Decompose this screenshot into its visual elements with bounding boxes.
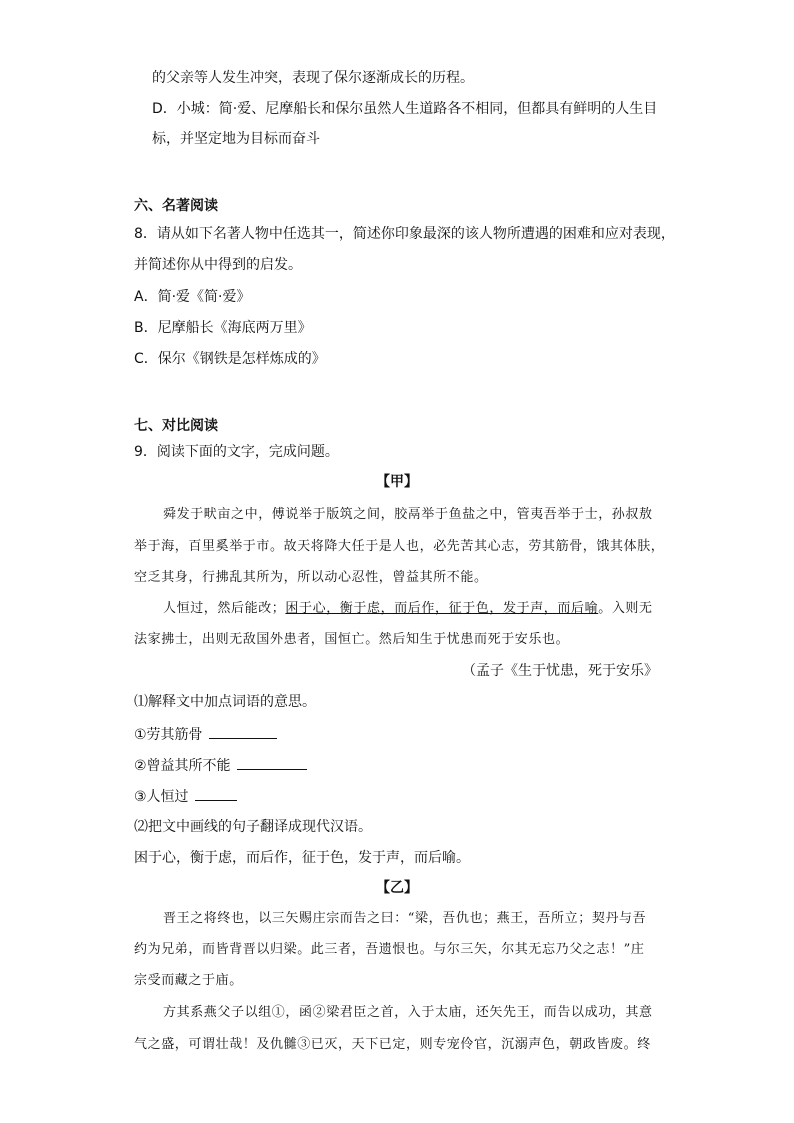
passage-yi-p1-line1: 晋王之将终也，以三矢赐庄宗而告之曰：“梁，吾仇也；燕王，吾所立；契丹与吾 bbox=[163, 911, 647, 926]
sub-question-1-b bbox=[134, 755, 307, 776]
answer-blank-3[interactable] bbox=[195, 786, 237, 801]
sub-question-1-a bbox=[134, 724, 277, 745]
option-d-line2: 标，并坚定地为目标而奋斗 bbox=[152, 131, 320, 147]
question-8-option-c: C．保尔《钢铁是怎样炼成的》 bbox=[134, 351, 326, 367]
sub-question-2-sentence: 困于心，衡于虑，而后作，征于色，发于声，而后喻。 bbox=[134, 850, 470, 866]
passage-yi-p1-line3: 宗受而藏之于庙。 bbox=[134, 973, 243, 988]
sub-question-1-c bbox=[134, 786, 237, 807]
question-8-line1: 8．请从如下名著人物中任选其一，简述你印象最深的该人物所遭遇的困难和应对表现， bbox=[134, 226, 675, 242]
passage-jia-p2-line1 bbox=[163, 599, 653, 619]
sub-question-1-c-label: ③人恒过 bbox=[134, 789, 189, 805]
passage-jia-p2-line2: 法家拂士，出则无敌国外患者，国恒亡。然后知生于忧患而死于安乐也。 bbox=[134, 632, 570, 647]
section-6-heading: 六、名著阅读 bbox=[134, 198, 218, 214]
sub-question-1: ⑴解释文中加点词语的意思。 bbox=[134, 694, 316, 710]
passage-jia-p1-line3: 空乏其身，行拂乱其所为，所以动心忍性，曾益其所不能。 bbox=[134, 570, 488, 585]
passage-yi-title: 【乙】 bbox=[376, 880, 418, 896]
sub-question-2: ⑵把文中画线的句子翻译成现代汉语。 bbox=[134, 819, 372, 835]
option-d-line1: D．小城：简·爱、尼摩船长和保尔虽然人生道路各不相同，但都具有鲜明的人生目 bbox=[152, 101, 658, 117]
passage-yi-p2-line1: 方其系燕父子以组①，函②梁君臣之首，入于太庙，还矢先王，而告以成功，其意 bbox=[163, 1005, 653, 1020]
question-8-line2: 并简述你从中得到的启发。 bbox=[134, 257, 302, 273]
question-8-option-a: A．简·爱《简·爱》 bbox=[134, 289, 251, 305]
sub-question-1-a-label: ①劳其筋骨 bbox=[134, 727, 203, 743]
passage-jia-p2-text-b: 。入则无 bbox=[598, 601, 653, 616]
sub-question-1-b-label: ②曾益其所不能 bbox=[134, 758, 231, 774]
section-7-heading: 七、对比阅读 bbox=[134, 418, 218, 434]
answer-blank-1[interactable] bbox=[209, 724, 277, 739]
question-9-prompt: 9．阅读下面的文字，完成问题。 bbox=[134, 444, 339, 460]
passage-jia-source: （孟子《生于忧患，死于安乐》 bbox=[462, 663, 658, 679]
passage-jia-p1-line1: 舜发于畎亩之中，傅说举于版筑之间，胶鬲举于鱼盐之中，管夷吾举于士，孙叔敖 bbox=[163, 507, 653, 522]
passage-yi-p1-line2: 约为兄弟，而皆背晋以归梁。此三者，吾遗恨也。与尔三矢，尔其无忘乃父之志！”庄 bbox=[134, 942, 645, 957]
answer-blank-2[interactable] bbox=[237, 755, 307, 770]
passage-jia-p2-text-a: 人恒过，然后能改； bbox=[163, 601, 286, 616]
passage-yi-p2-line2: 气之盛，可谓壮哉！及仇雠③已灭，天下已定，则专宠伶官，沉溺声色，朝政皆废。终 bbox=[134, 1037, 651, 1052]
underlined-sentence: 困于心，衡于虑，而后作，征于色，发于声，而后喻 bbox=[285, 601, 599, 616]
passage-jia-p1-line2: 举于海，百里奚举于市。故天将降大任于是人也，必先苦其心志，劳其筋骨，饿其体肤， bbox=[134, 539, 665, 554]
passage-jia-title: 【甲】 bbox=[376, 474, 418, 490]
question-8-option-b: B．尼摩船长《海底两万里》 bbox=[134, 320, 312, 336]
option-c-continuation: 的父亲等人发生冲突，表现了保尔逐渐成长的历程。 bbox=[152, 70, 474, 86]
